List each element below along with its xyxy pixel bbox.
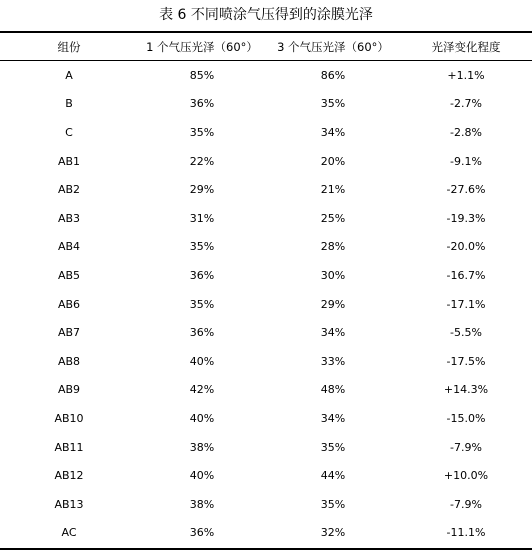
- cell-gloss-1atm: 38%: [189, 497, 215, 511]
- cell-group: AB7: [57, 326, 81, 340]
- cell-group: A: [65, 68, 73, 82]
- cell-group: AB6: [57, 297, 81, 311]
- cell-gloss-3atm: 35%: [320, 497, 346, 511]
- cell-gloss-3atm: 35%: [320, 97, 346, 111]
- cell-gloss-1atm: 38%: [189, 440, 215, 454]
- table-row: [0, 433, 532, 462]
- table-header-row: [0, 33, 532, 60]
- header-gloss-1atm: 1 个气压光泽（60°）: [146, 39, 258, 54]
- cell-gloss-change: -20.0%: [446, 240, 486, 254]
- cell-group: AB2: [57, 183, 81, 197]
- cell-group: AB11: [54, 440, 84, 454]
- cell-gloss-1atm: 36%: [189, 97, 215, 111]
- header-gloss-change: 光泽变化程度: [431, 39, 501, 54]
- cell-group: B: [65, 97, 73, 111]
- cell-gloss-1atm: 31%: [189, 211, 215, 225]
- cell-group: AB12: [54, 469, 84, 483]
- cell-gloss-1atm: 40%: [189, 469, 215, 483]
- cell-gloss-change: -11.1%: [446, 526, 486, 540]
- cell-gloss-3atm: 33%: [320, 354, 346, 368]
- cell-group: AB5: [57, 268, 81, 282]
- cell-gloss-3atm: 34%: [320, 326, 346, 340]
- cell-gloss-1atm: 36%: [189, 526, 215, 540]
- table-row: [0, 147, 532, 176]
- cell-gloss-1atm: 85%: [189, 68, 215, 82]
- cell-group: AB13: [54, 497, 84, 511]
- cell-group: AB10: [54, 411, 84, 425]
- header-gloss-3atm: 3 个气压光泽（60°）: [277, 39, 389, 54]
- cell-gloss-1atm: 40%: [189, 411, 215, 425]
- header-group: 组份: [57, 39, 81, 54]
- cell-gloss-1atm: 22%: [189, 154, 215, 168]
- table-row: [0, 318, 532, 347]
- cell-gloss-3atm: 20%: [320, 154, 346, 168]
- cell-gloss-3atm: 34%: [320, 125, 346, 139]
- cell-gloss-1atm: 42%: [189, 383, 215, 397]
- cell-gloss-3atm: 32%: [320, 526, 346, 540]
- cell-gloss-3atm: 86%: [320, 68, 346, 82]
- cell-group: AB8: [57, 354, 81, 368]
- table-row: [0, 519, 532, 548]
- cell-gloss-change: -2.7%: [450, 97, 482, 111]
- cell-group: AB3: [57, 211, 81, 225]
- table-row: [0, 347, 532, 376]
- cell-gloss-3atm: 21%: [320, 183, 346, 197]
- cell-gloss-change: -7.9%: [450, 497, 482, 511]
- cell-gloss-1atm: 40%: [189, 354, 215, 368]
- table-row: [0, 290, 532, 319]
- table-caption: 表 6 不同喷涂气压得到的涂膜光泽: [159, 7, 373, 23]
- cell-gloss-1atm: 35%: [189, 297, 215, 311]
- cell-gloss-1atm: 35%: [189, 240, 215, 254]
- cell-gloss-1atm: 36%: [189, 268, 215, 282]
- cell-gloss-1atm: 29%: [189, 183, 215, 197]
- cell-gloss-3atm: 30%: [320, 268, 346, 282]
- cell-gloss-change: -7.9%: [450, 440, 482, 454]
- table-body: [0, 61, 532, 548]
- table-row: [0, 61, 532, 90]
- cell-gloss-change: -17.5%: [446, 354, 486, 368]
- cell-gloss-change: +10.0%: [443, 469, 489, 483]
- cell-gloss-change: -9.1%: [450, 154, 482, 168]
- table-row: [0, 404, 532, 433]
- cell-gloss-change: -19.3%: [446, 211, 486, 225]
- cell-gloss-3atm: 34%: [320, 411, 346, 425]
- cell-group: AC: [61, 526, 77, 540]
- cell-group: AB4: [57, 240, 81, 254]
- cell-gloss-3atm: 29%: [320, 297, 346, 311]
- table-row: [0, 233, 532, 262]
- cell-gloss-1atm: 36%: [189, 326, 215, 340]
- cell-gloss-1atm: 35%: [189, 125, 215, 139]
- cell-gloss-change: -16.7%: [446, 268, 486, 282]
- cell-gloss-3atm: 48%: [320, 383, 346, 397]
- table-row: [0, 490, 532, 519]
- cell-gloss-change: -17.1%: [446, 297, 486, 311]
- table-row: [0, 461, 532, 490]
- cell-gloss-change: +1.1%: [447, 68, 485, 82]
- cell-gloss-change: -2.8%: [450, 125, 482, 139]
- table-row: [0, 175, 532, 204]
- cell-gloss-change: -5.5%: [450, 326, 482, 340]
- table-row: [0, 90, 532, 119]
- table-row: [0, 118, 532, 147]
- cell-gloss-3atm: 28%: [320, 240, 346, 254]
- cell-gloss-change: -27.6%: [446, 183, 486, 197]
- cell-group: C: [65, 125, 73, 139]
- cell-gloss-3atm: 35%: [320, 440, 346, 454]
- cell-gloss-3atm: 25%: [320, 211, 346, 225]
- table-row: [0, 261, 532, 290]
- cell-group: AB9: [57, 383, 81, 397]
- cell-group: AB1: [57, 154, 81, 168]
- table-row: [0, 204, 532, 233]
- table-row: [0, 376, 532, 405]
- bottom-rule: [0, 548, 532, 550]
- cell-gloss-change: +14.3%: [443, 383, 489, 397]
- cell-gloss-change: -15.0%: [446, 411, 486, 425]
- cell-gloss-3atm: 44%: [320, 469, 346, 483]
